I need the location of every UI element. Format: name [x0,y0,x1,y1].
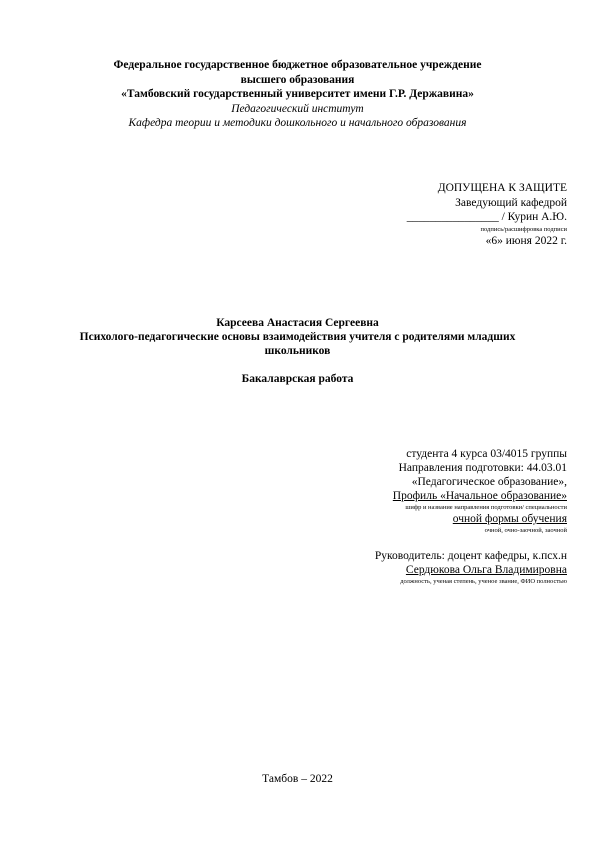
direction: Направления подготовки: 44.03.01 [398,462,567,474]
institution-header [0,58,595,131]
city-year [0,772,595,786]
profile-caption: шифр и название направления подготовки/ специальности [405,504,567,511]
supervisor-caption: должность, ученая степень, ученое звание, ФИО полностью [400,578,567,585]
approval-signature-caption: подпись/расшифровка подписи [480,225,567,233]
approval-status: ДОПУЩЕНА К ЗАЩИТЕ [437,182,567,194]
supervisor-label: Руководитель: доцент кафедры, к.псх.н [374,550,567,562]
institution-line-2: высшего образования [240,73,355,86]
study-form: очной формы обучения [452,513,567,525]
thesis-title-block [0,316,595,386]
institute-name: Педагогический институт [231,102,364,115]
department-name: Кафедра теории и методики дошкольного и начального образования [128,117,467,129]
city-year-text: Тамбов – 2022 [262,773,333,785]
approval-block [407,181,567,248]
approval-date: «6» июня 2022 г. [485,234,567,247]
approval-signature-line: ________________ / Курин А.Ю. [406,211,567,223]
author-name: Карсеева Анастасия Сергеевна [216,317,379,329]
student-info-block [375,447,567,586]
institution-line-1: Федеральное государственное бюджетное образовательное учреждение [113,59,482,71]
work-type: Бакалаврская работа [241,373,354,385]
supervisor-name: Сердюкова Ольга Владимировна [405,564,567,576]
profile: Профиль «Начальное образование» [392,490,567,502]
direction-name: «Педагогическое образование», [411,476,567,488]
course-group: студента 4 курса 03/4015 группы [406,448,567,460]
study-form-caption: очной, очно-заочной, заочной [484,527,567,534]
approval-role: Заведующий кафедрой [455,196,567,209]
university-name: «Тамбовский государственный университет имени Г.Р. Державина» [121,88,474,100]
thesis-topic-line-1: Психолого-педагогические основы взаимодействия учителя с родителями младших [79,331,516,343]
thesis-topic-line-2: школьников [264,345,331,357]
